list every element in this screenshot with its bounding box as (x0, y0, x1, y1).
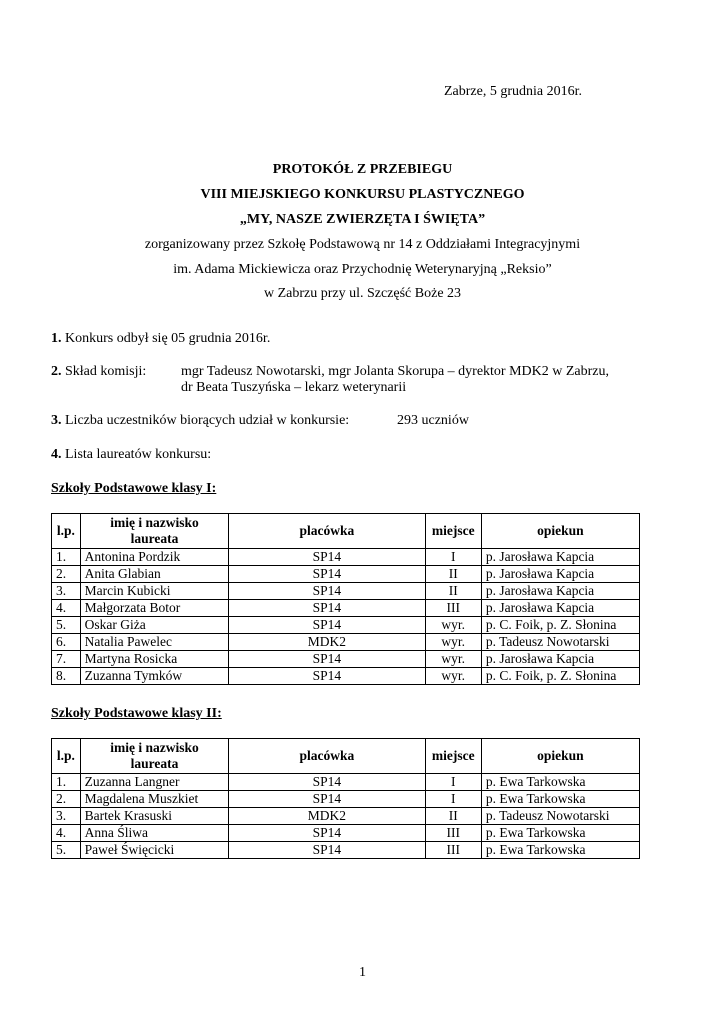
table-row (52, 808, 640, 825)
cell-lp: 3. (52, 583, 81, 600)
laureates-table-class-1 (51, 513, 640, 685)
cell-name: Marcin Kubicki (80, 583, 229, 600)
point-1-text: Konkurs odbył się 05 grudnia 2016r. (61, 331, 271, 346)
table-row (52, 600, 640, 617)
cell-lp: 5. (52, 617, 81, 634)
cell-tutor: p. Jarosława Kapcia (481, 600, 639, 617)
table-row (52, 791, 640, 808)
cell-place: SP14 (229, 617, 425, 634)
cell-place: MDK2 (229, 808, 425, 825)
cell-lp: 3. (52, 808, 81, 825)
cell-name: Małgorzata Botor (80, 600, 229, 617)
table-header-row (52, 514, 640, 549)
header-rank: miejsce (425, 514, 481, 549)
table-body (52, 549, 640, 685)
cell-tutor: p. Ewa Tarkowska (481, 842, 639, 859)
cell-tutor: p. Ewa Tarkowska (481, 791, 639, 808)
point-2-number: 2. (51, 364, 62, 379)
cell-place: SP14 (229, 774, 425, 791)
table-row (52, 634, 640, 651)
cell-name: Paweł Święcicki (80, 842, 229, 859)
header-place: placówka (229, 514, 425, 549)
cell-rank: I (425, 791, 481, 808)
cell-place: MDK2 (229, 634, 425, 651)
header-place: placówka (229, 739, 425, 774)
organizer-line-2: im. Adama Mickiewicza oraz Przychodnię Weterynaryjną „Reksio” (173, 262, 552, 277)
header-lp: l.p. (52, 514, 81, 549)
committee-line-2: dr Beata Tuszyńska – lekarz weterynarii (181, 380, 407, 395)
cell-place: SP14 (229, 549, 425, 566)
cell-place: SP14 (229, 791, 425, 808)
cell-rank: II (425, 566, 481, 583)
participant-count: 293 uczniów (397, 413, 469, 428)
cell-place: SP14 (229, 842, 425, 859)
cell-name: Natalia Pawelec (80, 634, 229, 651)
cell-rank: wyr. (425, 668, 481, 685)
cell-rank: III (425, 842, 481, 859)
point-1-number: 1. (51, 331, 62, 346)
cell-tutor: p. Jarosława Kapcia (481, 566, 639, 583)
point-1 (51, 331, 270, 347)
contest-theme: „MY, NASZE ZWIERZĘTA I ŚWIĘTA” (239, 212, 486, 227)
cell-lp: 2. (52, 566, 81, 583)
cell-name: Oskar Giża (80, 617, 229, 634)
cell-tutor: p. C. Foik, p. Z. Słonina (481, 668, 639, 685)
table-row (52, 668, 640, 685)
cell-tutor: p. Ewa Tarkowska (481, 774, 639, 791)
point-3-number: 3. (51, 413, 62, 428)
cell-place: SP14 (229, 566, 425, 583)
committee-line-1: mgr Tadeusz Nowotarski, mgr Jolanta Skorupa – dyrektor MDK2 w Zabrzu, (181, 364, 610, 379)
document-date: Zabrze, 5 grudnia 2016r. (443, 84, 582, 99)
header-lp: l.p. (52, 739, 81, 774)
document-title: PROTOKÓŁ Z PRZEBIEGU (272, 162, 453, 177)
table-row (52, 617, 640, 634)
cell-rank: III (425, 825, 481, 842)
table-row (52, 842, 640, 859)
section-1-title: Szkoły Podstawowe klasy I: (51, 481, 217, 496)
cell-place: SP14 (229, 668, 425, 685)
header-tutor: opiekun (481, 514, 639, 549)
organizer-line: zorganizowany przez Szkołę Podstawową nr 14 z Oddziałami Integracyjnymi (144, 237, 581, 252)
header-rank: miejsce (425, 739, 481, 774)
table-row (52, 774, 640, 791)
cell-lp: 1. (52, 549, 81, 566)
cell-name: Martyna Rosicka (80, 651, 229, 668)
cell-rank: II (425, 583, 481, 600)
table-row (52, 566, 640, 583)
cell-tutor: p. Jarosława Kapcia (481, 583, 639, 600)
cell-tutor: p. Ewa Tarkowska (481, 825, 639, 842)
cell-name: Antonina Pordzik (80, 549, 229, 566)
cell-tutor: p. Tadeusz Nowotarski (481, 634, 639, 651)
header-name: imię i nazwisko laureata (80, 739, 229, 774)
table-body (52, 774, 640, 859)
contest-name: VIII MIEJSKIEGO KONKURSU PLASTYCZNEGO (200, 187, 525, 202)
cell-name: Bartek Krasuski (80, 808, 229, 825)
cell-lp: 2. (52, 791, 81, 808)
cell-lp: 4. (52, 825, 81, 842)
cell-rank: I (425, 549, 481, 566)
cell-place: SP14 (229, 651, 425, 668)
organizer-address: w Zabrzu przy ul. Szczęść Boże 23 (263, 286, 462, 301)
table-row (52, 549, 640, 566)
page-number: 1 (359, 965, 366, 980)
point-2-label (51, 364, 146, 380)
cell-lp: 5. (52, 842, 81, 859)
cell-lp: 7. (52, 651, 81, 668)
cell-rank: wyr. (425, 651, 481, 668)
cell-rank: II (425, 808, 481, 825)
cell-rank: wyr. (425, 617, 481, 634)
point-4-number: 4. (51, 447, 62, 462)
table-header-row (52, 739, 640, 774)
cell-name: Zuzanna Langner (80, 774, 229, 791)
cell-tutor: p. C. Foik, p. Z. Słonina (481, 617, 639, 634)
cell-name: Zuzanna Tymków (80, 668, 229, 685)
cell-place: SP14 (229, 825, 425, 842)
cell-rank: III (425, 600, 481, 617)
table-row (52, 825, 640, 842)
header-name: imię i nazwisko laureata (80, 514, 229, 549)
point-3 (51, 413, 469, 429)
header-tutor: opiekun (481, 739, 639, 774)
section-2-title: Szkoły Podstawowe klasy II: (51, 706, 222, 721)
cell-name: Anna Śliwa (80, 825, 229, 842)
cell-tutor: p. Jarosława Kapcia (481, 651, 639, 668)
cell-lp: 6. (52, 634, 81, 651)
cell-rank: wyr. (425, 634, 481, 651)
cell-tutor: p. Jarosława Kapcia (481, 549, 639, 566)
cell-name: Anita Glabian (80, 566, 229, 583)
cell-place: SP14 (229, 600, 425, 617)
table-row (52, 651, 640, 668)
cell-tutor: p. Tadeusz Nowotarski (481, 808, 639, 825)
point-4 (51, 447, 211, 463)
point-2-label-text: Skład komisji: (61, 364, 147, 379)
point-3-text: Liczba uczestników biorących udział w konkursie: (61, 413, 350, 428)
cell-place: SP14 (229, 583, 425, 600)
cell-lp: 4. (52, 600, 81, 617)
laureates-table-class-2 (51, 738, 640, 859)
cell-rank: I (425, 774, 481, 791)
table-row (52, 583, 640, 600)
cell-name: Magdalena Muszkiet (80, 791, 229, 808)
cell-lp: 8. (52, 668, 81, 685)
cell-lp: 1. (52, 774, 81, 791)
point-4-text: Lista laureatów konkursu: (61, 447, 212, 462)
